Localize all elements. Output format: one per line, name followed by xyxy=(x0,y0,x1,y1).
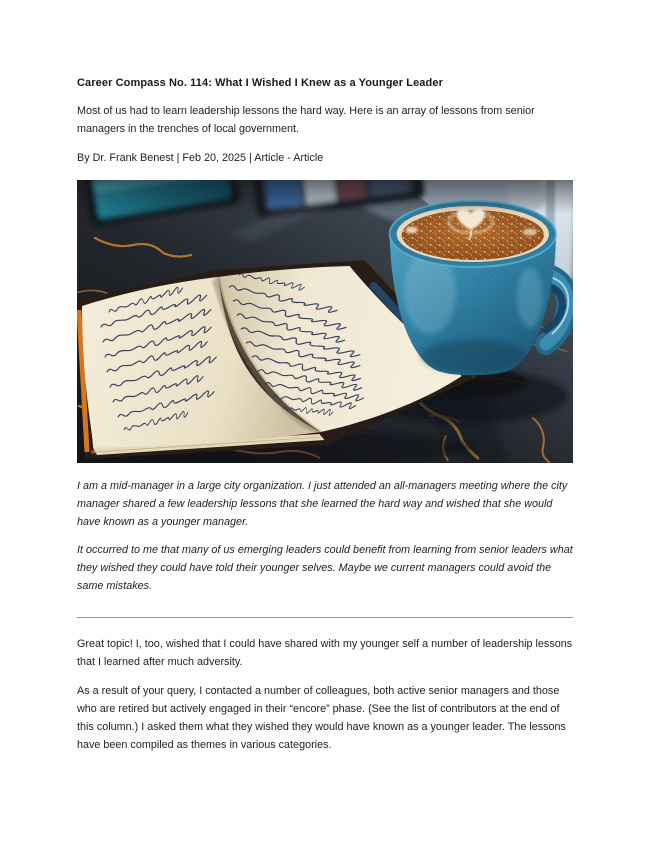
article-title: Career Compass No. 114: What I Wished I Knew as a Younger Leader xyxy=(77,77,443,89)
section-divider xyxy=(77,617,573,618)
notebook-coffee-photo xyxy=(77,180,573,463)
answer-paragraph-2: As a result of your query, I contacted a number of colleagues, both active senior managers and those who are retired but actively engaged in their “encore” phase. (See the list of contributors at the end of this column.) I asked them what they wished they would have known as a younger leader. The lessons have been compiled as themes in various categories. xyxy=(77,685,566,751)
hero-image xyxy=(77,180,573,463)
intro-paragraph: Most of us had to learn leadership lessons the hard way. Here is an array of lessons from senior managers in the trenches of local government. xyxy=(77,105,535,135)
coffee-cup xyxy=(390,201,569,375)
question-paragraph-1: I am a mid-manager in a large city organization. I just attended an all-managers meeting where the city manager shared a few leadership lessons that she learned the hard way and wished that she would have known as a younger manager. xyxy=(77,480,568,528)
answer-paragraph-1: Great topic! I, too, wished that I could have shared with my younger self a number of leadership lessons that I learned after much adversity. xyxy=(77,638,573,668)
article-byline: By Dr. Frank Benest | Feb 20, 2025 | Article - Article xyxy=(77,152,324,164)
question-paragraph-2: It occurred to me that many of us emerging leaders could benefit from learning from senior leaders what they wished they could have told their younger selves. Maybe we current managers could avoid the same mistakes. xyxy=(77,544,573,592)
